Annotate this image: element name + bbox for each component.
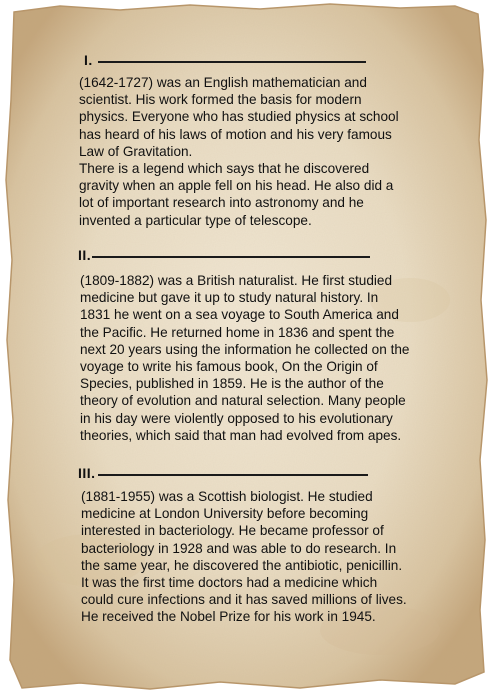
section-body-text: (1642-1727) was an English mathematician and scientist. His work formed the basis for modern physics. Everyone who has studied physics at school has heard of his laws of motion and his very famous Law of Gravitation. There is a legend which says that he discovered gravity when an apple fell on his head. He also did a lot of important research into astronomy and he invented a particular type of telescope. <box>79 75 399 228</box>
section-numeral: I. <box>84 52 93 68</box>
name-blank-line <box>92 256 370 258</box>
section-numeral: III. <box>78 465 96 481</box>
name-blank-line <box>98 474 368 476</box>
section-body-text: (1809-1882) was a British naturalist. He first studied medicine but gave it up to study natural history. In 1831 he went on a sea voyage to South America and the Pacific. He returned home in 1836 and spent the next 20 years using the information he collected on the voyage to write his famous book, On the Origin of Species, published in 1859. He is the author of the theory of evolution and natural selection. Many people in his day were violently opposed to his evolutionary theories, which said that man had evolved from apes. <box>80 273 410 443</box>
section-numeral: II. <box>78 247 92 263</box>
name-blank-line <box>98 61 366 63</box>
section-body-text: (1881-1955) was a Scottish biologist. He studied medicine at London University before becoming interested in bacteriology. He became professor of bacteriology in 1928 and was able to do research. In the same year, he discovered the antibiotic, penicillin. It was the first time doctors had a medicine which could cure infections and it has saved millions of lives. He received the Nobel Prize for his work in 1945. <box>81 489 407 625</box>
